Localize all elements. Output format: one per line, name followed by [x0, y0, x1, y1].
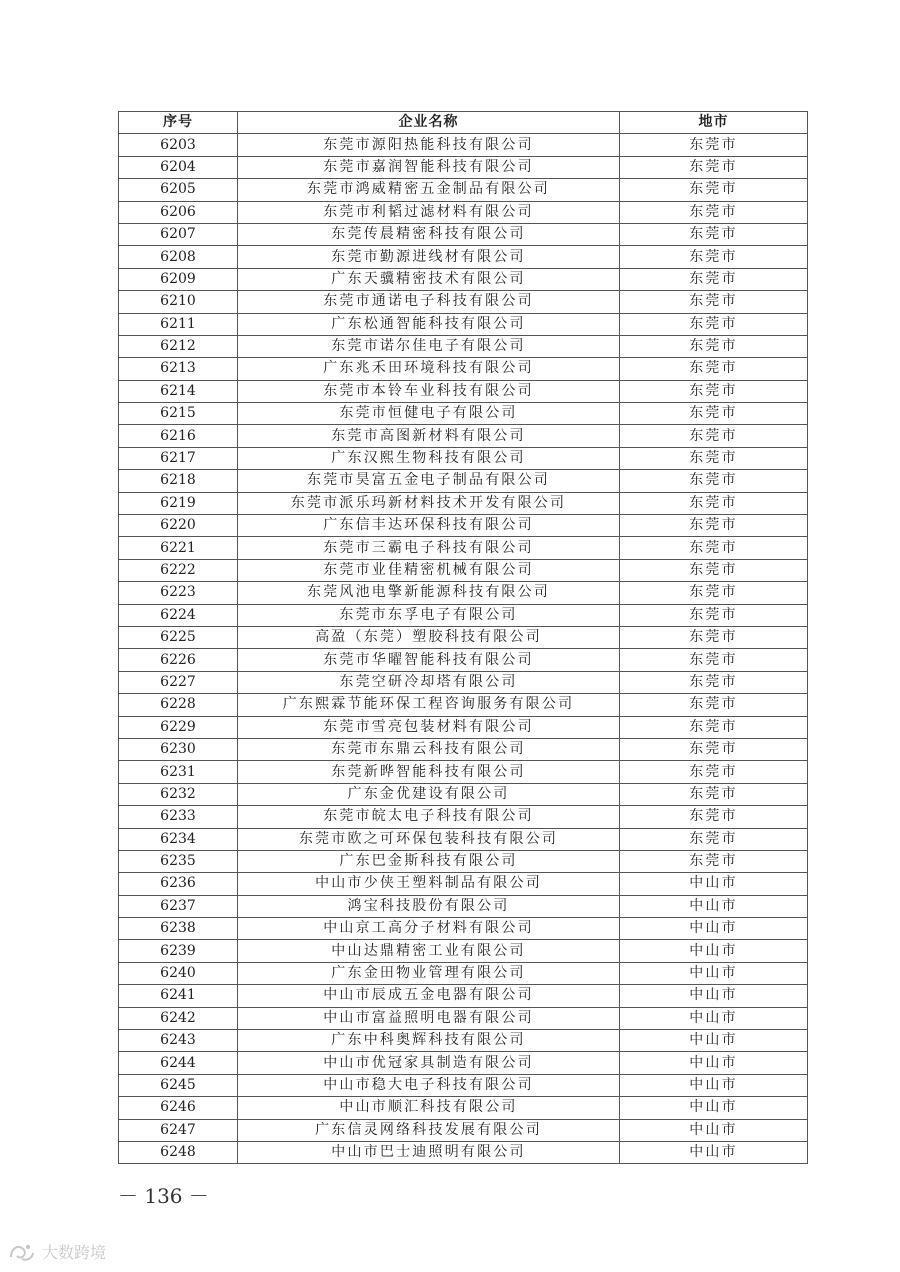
row-serial: 6206: [119, 201, 238, 223]
row-serial: 6232: [119, 783, 238, 805]
row-city: 东莞市: [620, 515, 808, 537]
table-body: [119, 134, 808, 1164]
row-city: 中山市: [620, 1097, 808, 1119]
row-city: 东莞市: [620, 201, 808, 223]
row-serial: 6245: [119, 1074, 238, 1096]
row-company-name: 东莞市雪亮包装材料有限公司: [238, 716, 620, 738]
row-serial: 6218: [119, 470, 238, 492]
row-serial: 6236: [119, 873, 238, 895]
table-row: [119, 738, 808, 760]
row-city: 东莞市: [620, 403, 808, 425]
row-city: 东莞市: [620, 806, 808, 828]
table-row: [119, 515, 808, 537]
table-header-row: [119, 112, 808, 134]
row-serial: 6243: [119, 1030, 238, 1052]
row-company-name: 广东汉熙生物科技有限公司: [238, 447, 620, 469]
table-row: [119, 806, 808, 828]
row-serial: 6208: [119, 246, 238, 268]
row-company-name: 东莞风池电擎新能源科技有限公司: [238, 582, 620, 604]
row-serial: 6221: [119, 537, 238, 559]
row-city: 中山市: [620, 1119, 808, 1141]
row-company-name: 东莞市业佳精密机械有限公司: [238, 559, 620, 581]
row-city: 中山市: [620, 1007, 808, 1029]
watermark-text: 大数跨境: [42, 1243, 107, 1262]
table-row: [119, 761, 808, 783]
table-row: [119, 1030, 808, 1052]
row-company-name: 东莞传晨精密科技有限公司: [238, 223, 620, 245]
row-city: 东莞市: [620, 134, 808, 156]
row-serial: 6224: [119, 604, 238, 626]
row-company-name: 东莞市欧之可环保包装科技有限公司: [238, 828, 620, 850]
row-city: 东莞市: [620, 268, 808, 290]
row-city: 东莞市: [620, 179, 808, 201]
row-city: 东莞市: [620, 604, 808, 626]
row-city: 东莞市: [620, 626, 808, 648]
row-company-name: 东莞市昊富五金电子制品有限公司: [238, 470, 620, 492]
table-row: [119, 1007, 808, 1029]
table-row: [119, 380, 808, 402]
row-serial: 6217: [119, 447, 238, 469]
row-company-name: 广东松通智能科技有限公司: [238, 313, 620, 335]
table-row: [119, 559, 808, 581]
row-company-name: 鸿宝科技股份有限公司: [238, 895, 620, 917]
table-row: [119, 694, 808, 716]
table-row: [119, 1074, 808, 1096]
row-serial: 6209: [119, 268, 238, 290]
row-company-name: 东莞市勤源进线材有限公司: [238, 246, 620, 268]
row-city: 东莞市: [620, 246, 808, 268]
row-company-name: 东莞市派乐玛新材料技术开发有限公司: [238, 492, 620, 514]
row-serial: 6248: [119, 1141, 238, 1163]
row-serial: 6219: [119, 492, 238, 514]
table-row: [119, 626, 808, 648]
row-city: 东莞市: [620, 425, 808, 447]
table-row: [119, 895, 808, 917]
row-company-name: 东莞新晔智能科技有限公司: [238, 761, 620, 783]
row-serial: 6223: [119, 582, 238, 604]
table-row: [119, 1141, 808, 1163]
table-row: [119, 918, 808, 940]
row-serial: 6205: [119, 179, 238, 201]
row-city: 东莞市: [620, 223, 808, 245]
table-row: [119, 134, 808, 156]
row-company-name: 东莞市高图新材料有限公司: [238, 425, 620, 447]
row-company-name: 中山市顺汇科技有限公司: [238, 1097, 620, 1119]
table-row: [119, 403, 808, 425]
table-row: [119, 1052, 808, 1074]
row-city: 东莞市: [620, 335, 808, 357]
row-serial: 6246: [119, 1097, 238, 1119]
row-serial: 6233: [119, 806, 238, 828]
row-company-name: 东莞市源阳热能科技有限公司: [238, 134, 620, 156]
row-serial: 6239: [119, 940, 238, 962]
row-city: 东莞市: [620, 358, 808, 380]
table-row: [119, 985, 808, 1007]
table-row: [119, 246, 808, 268]
row-company-name: 东莞市东孚电子有限公司: [238, 604, 620, 626]
table-row: [119, 1119, 808, 1141]
row-serial: 6213: [119, 358, 238, 380]
header-serial: 序号: [119, 112, 238, 134]
row-city: 东莞市: [620, 828, 808, 850]
row-company-name: 中山市辰成五金电器有限公司: [238, 985, 620, 1007]
row-company-name: 广东兆禾田环境科技有限公司: [238, 358, 620, 380]
row-serial: 6207: [119, 223, 238, 245]
row-serial: 6220: [119, 515, 238, 537]
row-city: 中山市: [620, 1141, 808, 1163]
row-company-name: 中山市富益照明电器有限公司: [238, 1007, 620, 1029]
table-row: [119, 962, 808, 984]
row-serial: 6235: [119, 850, 238, 872]
table-row: [119, 447, 808, 469]
row-company-name: 中山京工高分子材料有限公司: [238, 918, 620, 940]
row-serial: 6238: [119, 918, 238, 940]
table-row: [119, 671, 808, 693]
row-serial: 6211: [119, 313, 238, 335]
row-serial: 6203: [119, 134, 238, 156]
row-city: 东莞市: [620, 380, 808, 402]
row-city: 中山市: [620, 1030, 808, 1052]
row-city: 中山市: [620, 895, 808, 917]
row-city: 东莞市: [620, 537, 808, 559]
row-city: 东莞市: [620, 291, 808, 313]
row-serial: 6230: [119, 738, 238, 760]
table-row: [119, 850, 808, 872]
row-company-name: 中山市巴士迪照明有限公司: [238, 1141, 620, 1163]
row-serial: 6204: [119, 156, 238, 178]
row-serial: 6229: [119, 716, 238, 738]
table-row: [119, 783, 808, 805]
row-city: 东莞市: [620, 649, 808, 671]
row-city: 中山市: [620, 962, 808, 984]
row-city: 东莞市: [620, 694, 808, 716]
page-number: － 136 －: [118, 1184, 209, 1208]
row-serial: 6242: [119, 1007, 238, 1029]
row-serial: 6228: [119, 694, 238, 716]
table-row: [119, 1097, 808, 1119]
table-row: [119, 537, 808, 559]
row-city: 东莞市: [620, 738, 808, 760]
row-company-name: 广东信丰达环保科技有限公司: [238, 515, 620, 537]
brand-logo-icon: [8, 1241, 36, 1263]
row-city: 东莞市: [620, 492, 808, 514]
row-company-name: 东莞市本铃车业科技有限公司: [238, 380, 620, 402]
row-company-name: 广东熙霖节能环保工程咨询服务有限公司: [238, 694, 620, 716]
row-company-name: 东莞市华曜智能科技有限公司: [238, 649, 620, 671]
row-serial: 6214: [119, 380, 238, 402]
row-company-name: 中山市少侠王塑料制品有限公司: [238, 873, 620, 895]
header-company-name: 企业名称: [238, 112, 620, 134]
row-serial: 6231: [119, 761, 238, 783]
table-row: [119, 716, 808, 738]
table-row: [119, 335, 808, 357]
row-company-name: 广东巴金斯科技有限公司: [238, 850, 620, 872]
table-row: [119, 156, 808, 178]
row-city: 东莞市: [620, 783, 808, 805]
row-city: 东莞市: [620, 582, 808, 604]
table-row: [119, 940, 808, 962]
table-row: [119, 582, 808, 604]
row-company-name: 东莞市三霸电子科技有限公司: [238, 537, 620, 559]
table-row: [119, 649, 808, 671]
company-table-container: [118, 111, 807, 1164]
row-serial: 6210: [119, 291, 238, 313]
row-company-name: 广东中科奥辉科技有限公司: [238, 1030, 620, 1052]
table-row: [119, 223, 808, 245]
row-serial: 6240: [119, 962, 238, 984]
row-city: 东莞市: [620, 559, 808, 581]
row-company-name: 东莞市诺尔佳电子有限公司: [238, 335, 620, 357]
row-city: 东莞市: [620, 850, 808, 872]
table-row: [119, 492, 808, 514]
row-company-name: 东莞市嘉润智能科技有限公司: [238, 156, 620, 178]
row-serial: 6226: [119, 649, 238, 671]
watermark: [8, 1240, 106, 1263]
row-serial: 6215: [119, 403, 238, 425]
row-serial: 6247: [119, 1119, 238, 1141]
table-row: [119, 470, 808, 492]
row-serial: 6234: [119, 828, 238, 850]
table-row: [119, 828, 808, 850]
row-company-name: 高盈（东莞）塑胶科技有限公司: [238, 626, 620, 648]
table-row: [119, 313, 808, 335]
row-city: 中山市: [620, 918, 808, 940]
row-city: 东莞市: [620, 156, 808, 178]
row-company-name: 东莞市东鼎云科技有限公司: [238, 738, 620, 760]
table-row: [119, 425, 808, 447]
row-city: 东莞市: [620, 761, 808, 783]
row-city: 中山市: [620, 873, 808, 895]
row-company-name: 东莞市鸿威精密五金制品有限公司: [238, 179, 620, 201]
row-company-name: 广东天骥精密技术有限公司: [238, 268, 620, 290]
row-company-name: 东莞市皖太电子科技有限公司: [238, 806, 620, 828]
row-city: 东莞市: [620, 716, 808, 738]
row-city: 中山市: [620, 1074, 808, 1096]
company-table: [118, 111, 808, 1164]
table-row: [119, 873, 808, 895]
row-company-name: 东莞市恒健电子有限公司: [238, 403, 620, 425]
row-company-name: 广东金优建设有限公司: [238, 783, 620, 805]
row-city: 东莞市: [620, 470, 808, 492]
row-city: 东莞市: [620, 313, 808, 335]
table-row: [119, 179, 808, 201]
table-row: [119, 268, 808, 290]
table-row: [119, 201, 808, 223]
row-serial: 6241: [119, 985, 238, 1007]
row-city: 中山市: [620, 940, 808, 962]
row-city: 东莞市: [620, 447, 808, 469]
header-city: 地市: [620, 112, 808, 134]
table-row: [119, 604, 808, 626]
row-serial: 6227: [119, 671, 238, 693]
row-company-name: 东莞空研冷却塔有限公司: [238, 671, 620, 693]
row-company-name: 广东信灵网络科技发展有限公司: [238, 1119, 620, 1141]
row-city: 东莞市: [620, 671, 808, 693]
row-company-name: 东莞市利韬过滤材料有限公司: [238, 201, 620, 223]
row-serial: 6222: [119, 559, 238, 581]
row-company-name: 中山市稳大电子科技有限公司: [238, 1074, 620, 1096]
row-company-name: 中山市优冠家具制造有限公司: [238, 1052, 620, 1074]
row-serial: 6244: [119, 1052, 238, 1074]
row-city: 中山市: [620, 985, 808, 1007]
row-company-name: 中山达鼎精密工业有限公司: [238, 940, 620, 962]
row-company-name: 东莞市通诺电子科技有限公司: [238, 291, 620, 313]
row-company-name: 广东金田物业管理有限公司: [238, 962, 620, 984]
table-row: [119, 291, 808, 313]
row-serial: 6237: [119, 895, 238, 917]
row-serial: 6225: [119, 626, 238, 648]
table-row: [119, 358, 808, 380]
row-serial: 6216: [119, 425, 238, 447]
row-serial: 6212: [119, 335, 238, 357]
row-city: 中山市: [620, 1052, 808, 1074]
